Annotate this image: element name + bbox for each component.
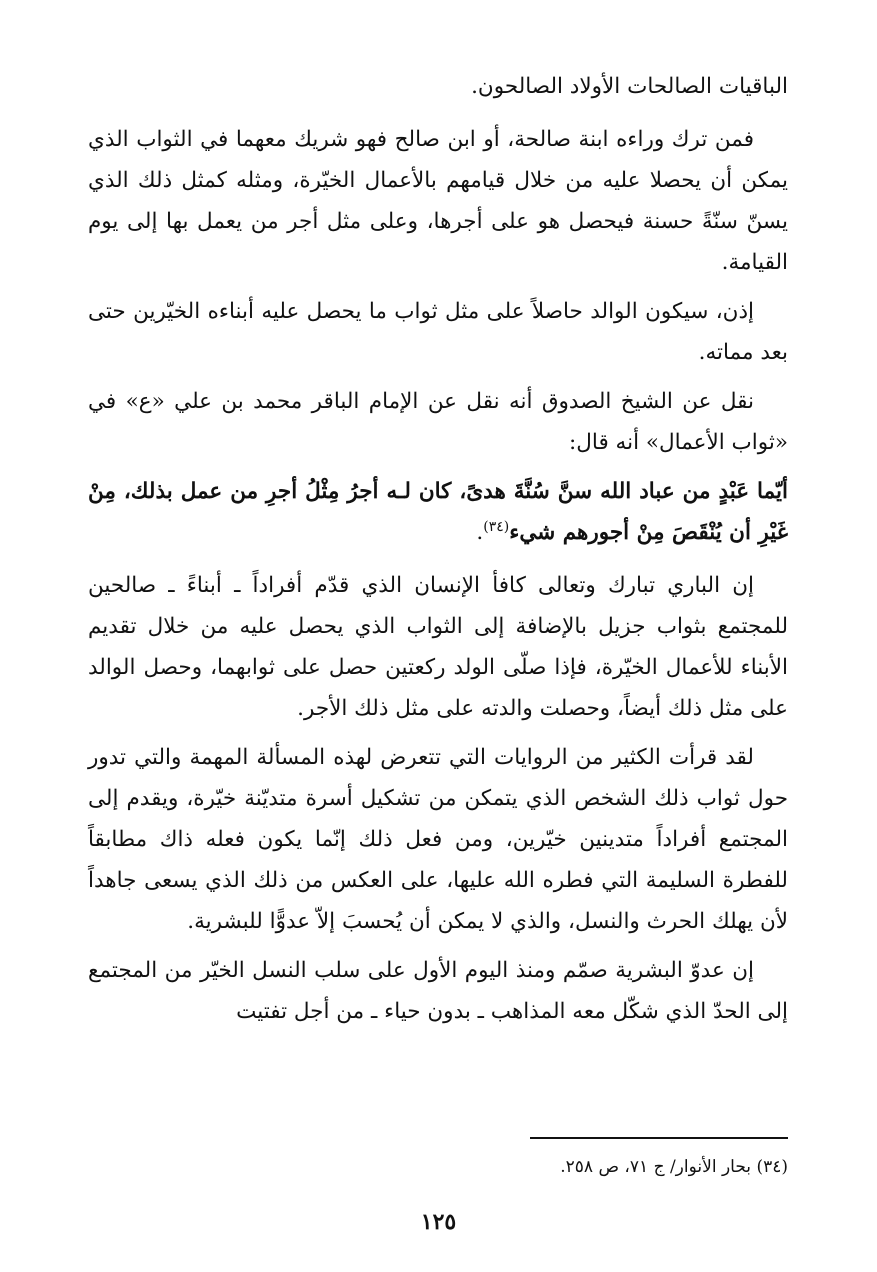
hadith-end-mark: . <box>476 520 484 545</box>
hadith-quote <box>88 471 788 553</box>
paragraph-5: إن الباري تبارك وتعالى كافأ الإنسان الذي قدّم أفراداً ـ أبناءً ـ صالحين للمجتمع بثواب جزيل بالإضافة إلى الثواب الذي يحصل عليه من خلال تقديم الأبناء للأعمال الخيّرة، فإذا صلّى الولد ركعتين حصل على ثوابهما، وحصل الوالد على مثل ذلك أيضاً، وحصلت والدته على مثل ذلك الأجر. <box>88 573 788 721</box>
paragraph-4: نقل عن الشيخ الصدوق أنه نقل عن الإمام الباقر محمد بن علي «ع» في «ثواب الأعمال» أنه قال: <box>88 389 788 455</box>
page-number: ١٢٥ <box>420 1209 457 1235</box>
paragraph-1: الباقيات الصالحات الأولاد الصالحون. <box>471 74 788 99</box>
footnote-reference[interactable]: (٣٤) <box>483 518 510 535</box>
page-body <box>88 66 788 1040</box>
paragraph-2: فمن ترك وراءه ابنة صالحة، أو ابن صالح فهو شريك معهما في الثواب الذي يمكن أن يحصلا عليه من خلال قيامهم بالأعمال الخيّرة، ومثله كمثل ذلك الذي يسنّ سنّةً حسنة فيحصل هو على أجرها، وعلى مثل أجر من يعمل بها إلى يوم القيامة. <box>88 127 788 275</box>
hadith-text: أيّما عَبْدٍ من عباد الله سنَّ سُنَّةَ هدىً، كان لـه أجرُ مِثْلُ أجرِ من عمل بذلك، مِنْ غَيْرِ أن يُنْقَصَ مِنْ أجورهم شيء <box>88 479 788 545</box>
paragraph-6: لقد قرأت الكثير من الروايات التي تتعرض لهذه المسألة المهمة والتي تدور حول ثواب ذلك الشخص الذي يتمكن من تشكيل أسرة متديّنة خيّرة، ويقدم إلى المجتمع أفراداً متدينين خيّرين، ومن فعل ذلك إنّما يكون فعله ذاك مطابقاً للفطرة السليمة التي فطره الله عليها، على العكس من ذلك الذي يسعى جاهداً لأن يهلك الحرث والنسل، والذي لا يمكن أن يُحسبَ إلاّ عدوًّا للبشرية. <box>88 745 788 934</box>
footnote-divider <box>530 1137 788 1139</box>
footnote: (٣٤) بحار الأنوار/ ج ٧١، ص ٢٥٨. <box>560 1157 788 1177</box>
paragraph-7: إن عدوّ البشرية صمّم ومنذ اليوم الأول على سلب النسل الخيّر من المجتمع إلى الحدّ الذي شكّل معه المذاهب ـ بدون حياء ـ من أجل تفتيت <box>88 958 788 1024</box>
paragraph-3: إذن، سيكون الوالد حاصلاً على مثل ثواب ما يحصل عليه أبناءه الخيّرين حتى بعد مماته. <box>88 299 788 365</box>
